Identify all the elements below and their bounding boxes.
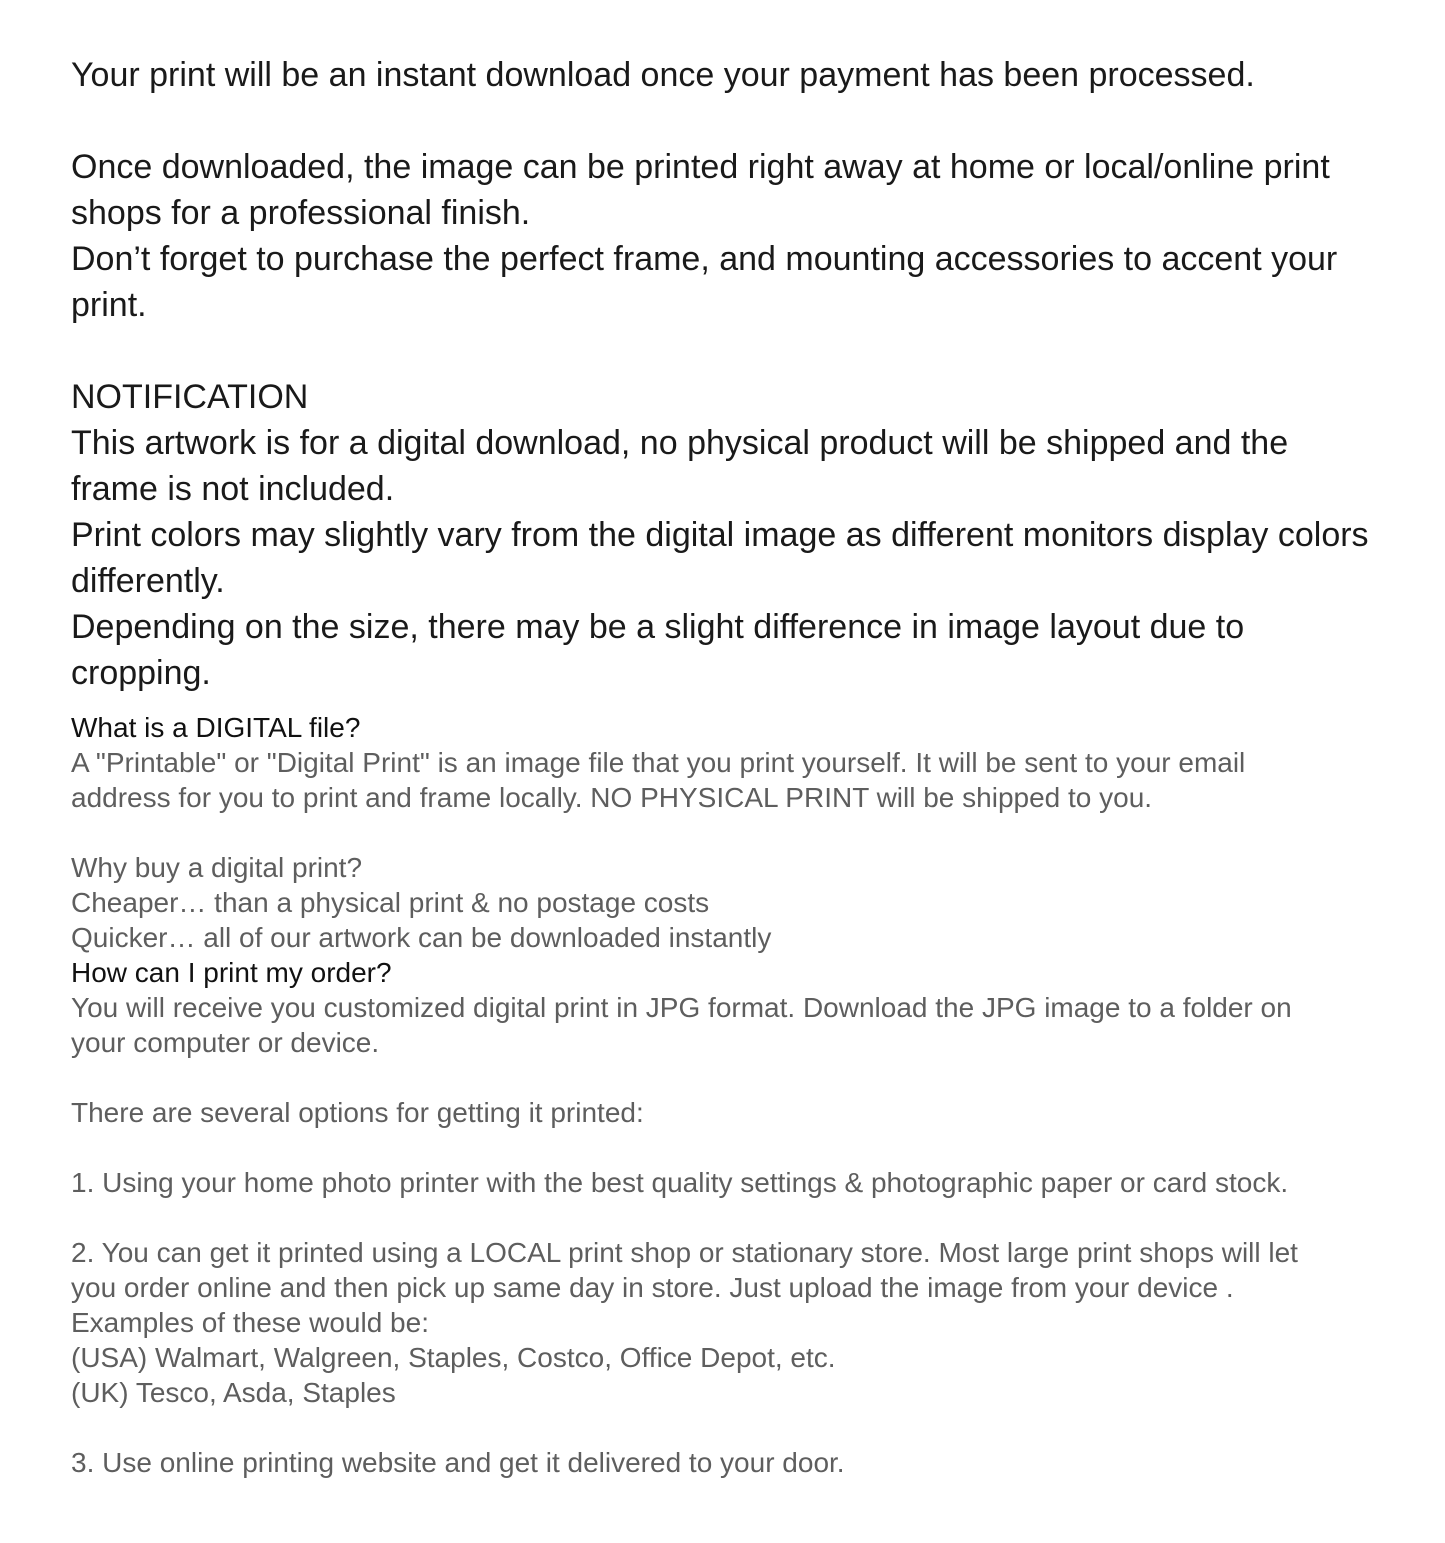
notification-line: Depending on the size, there may be a slight difference in image layout due to [71,608,1245,646]
notification-line: frame is not included. [71,470,395,508]
how-print-answer: You will receive you customized digital print in JPG format. Download the JPG image to a folder on [71,992,1292,1023]
notification-heading: NOTIFICATION [71,378,309,416]
option-local-shop-uk: (UK) Tesco, Asda, Staples [71,1377,396,1408]
options-intro: There are several options for getting it printed: [71,1097,644,1128]
option-local-shop: Examples of these would be: [71,1307,429,1338]
notification-line: differently. [71,562,225,600]
option-local-shop-usa: (USA) Walmart, Walgreen, Staples, Costco, Office Depot, etc. [71,1342,836,1373]
how-print-question: How can I print my order? [71,957,392,988]
option-local-shop: 2. You can get it printed using a LOCAL print shop or stationary store. Most large print shops will let [71,1237,1298,1268]
why-buy-reason: Cheaper… than a physical print & no postage costs [71,887,710,918]
digital-file-answer: A "Printable" or "Digital Print" is an image file that you print yourself. It will be sent to your email [71,747,1246,778]
why-buy-reason: Quicker… all of our artwork can be downloaded instantly [71,922,772,953]
printing-line: Once downloaded, the image can be printed right away at home or local/online print [71,148,1330,186]
option-home-printer: 1. Using your home photo printer with the best quality settings & photographic paper or card stock. [71,1167,1289,1198]
printing-line: Don’t forget to purchase the perfect frame, and mounting accessories to accent your [71,240,1338,278]
printing-line: print. [71,286,147,324]
option-online-printing: 3. Use online printing website and get it delivered to your door. [71,1447,845,1478]
product-description [71,0,1431,1480]
how-print-answer: your computer or device. [71,1027,380,1058]
notification-line: Print colors may slightly vary from the digital image as different monitors display colors [71,516,1369,554]
printing-line: shops for a professional finish. [71,194,531,232]
instant-download-text: Your print will be an instant download once your payment has been processed. [71,56,1255,94]
option-local-shop: you order online and then pick up same day in store. Just upload the image from your device . [71,1272,1234,1303]
digital-file-answer: address for you to print and frame locally. NO PHYSICAL PRINT will be shipped to you. [71,782,1153,813]
notification-line: cropping. [71,654,211,692]
why-buy-question: Why buy a digital print? [71,852,363,883]
digital-file-question: What is a DIGITAL file? [71,712,361,743]
notification-line: This artwork is for a digital download, no physical product will be shipped and the [71,424,1289,462]
